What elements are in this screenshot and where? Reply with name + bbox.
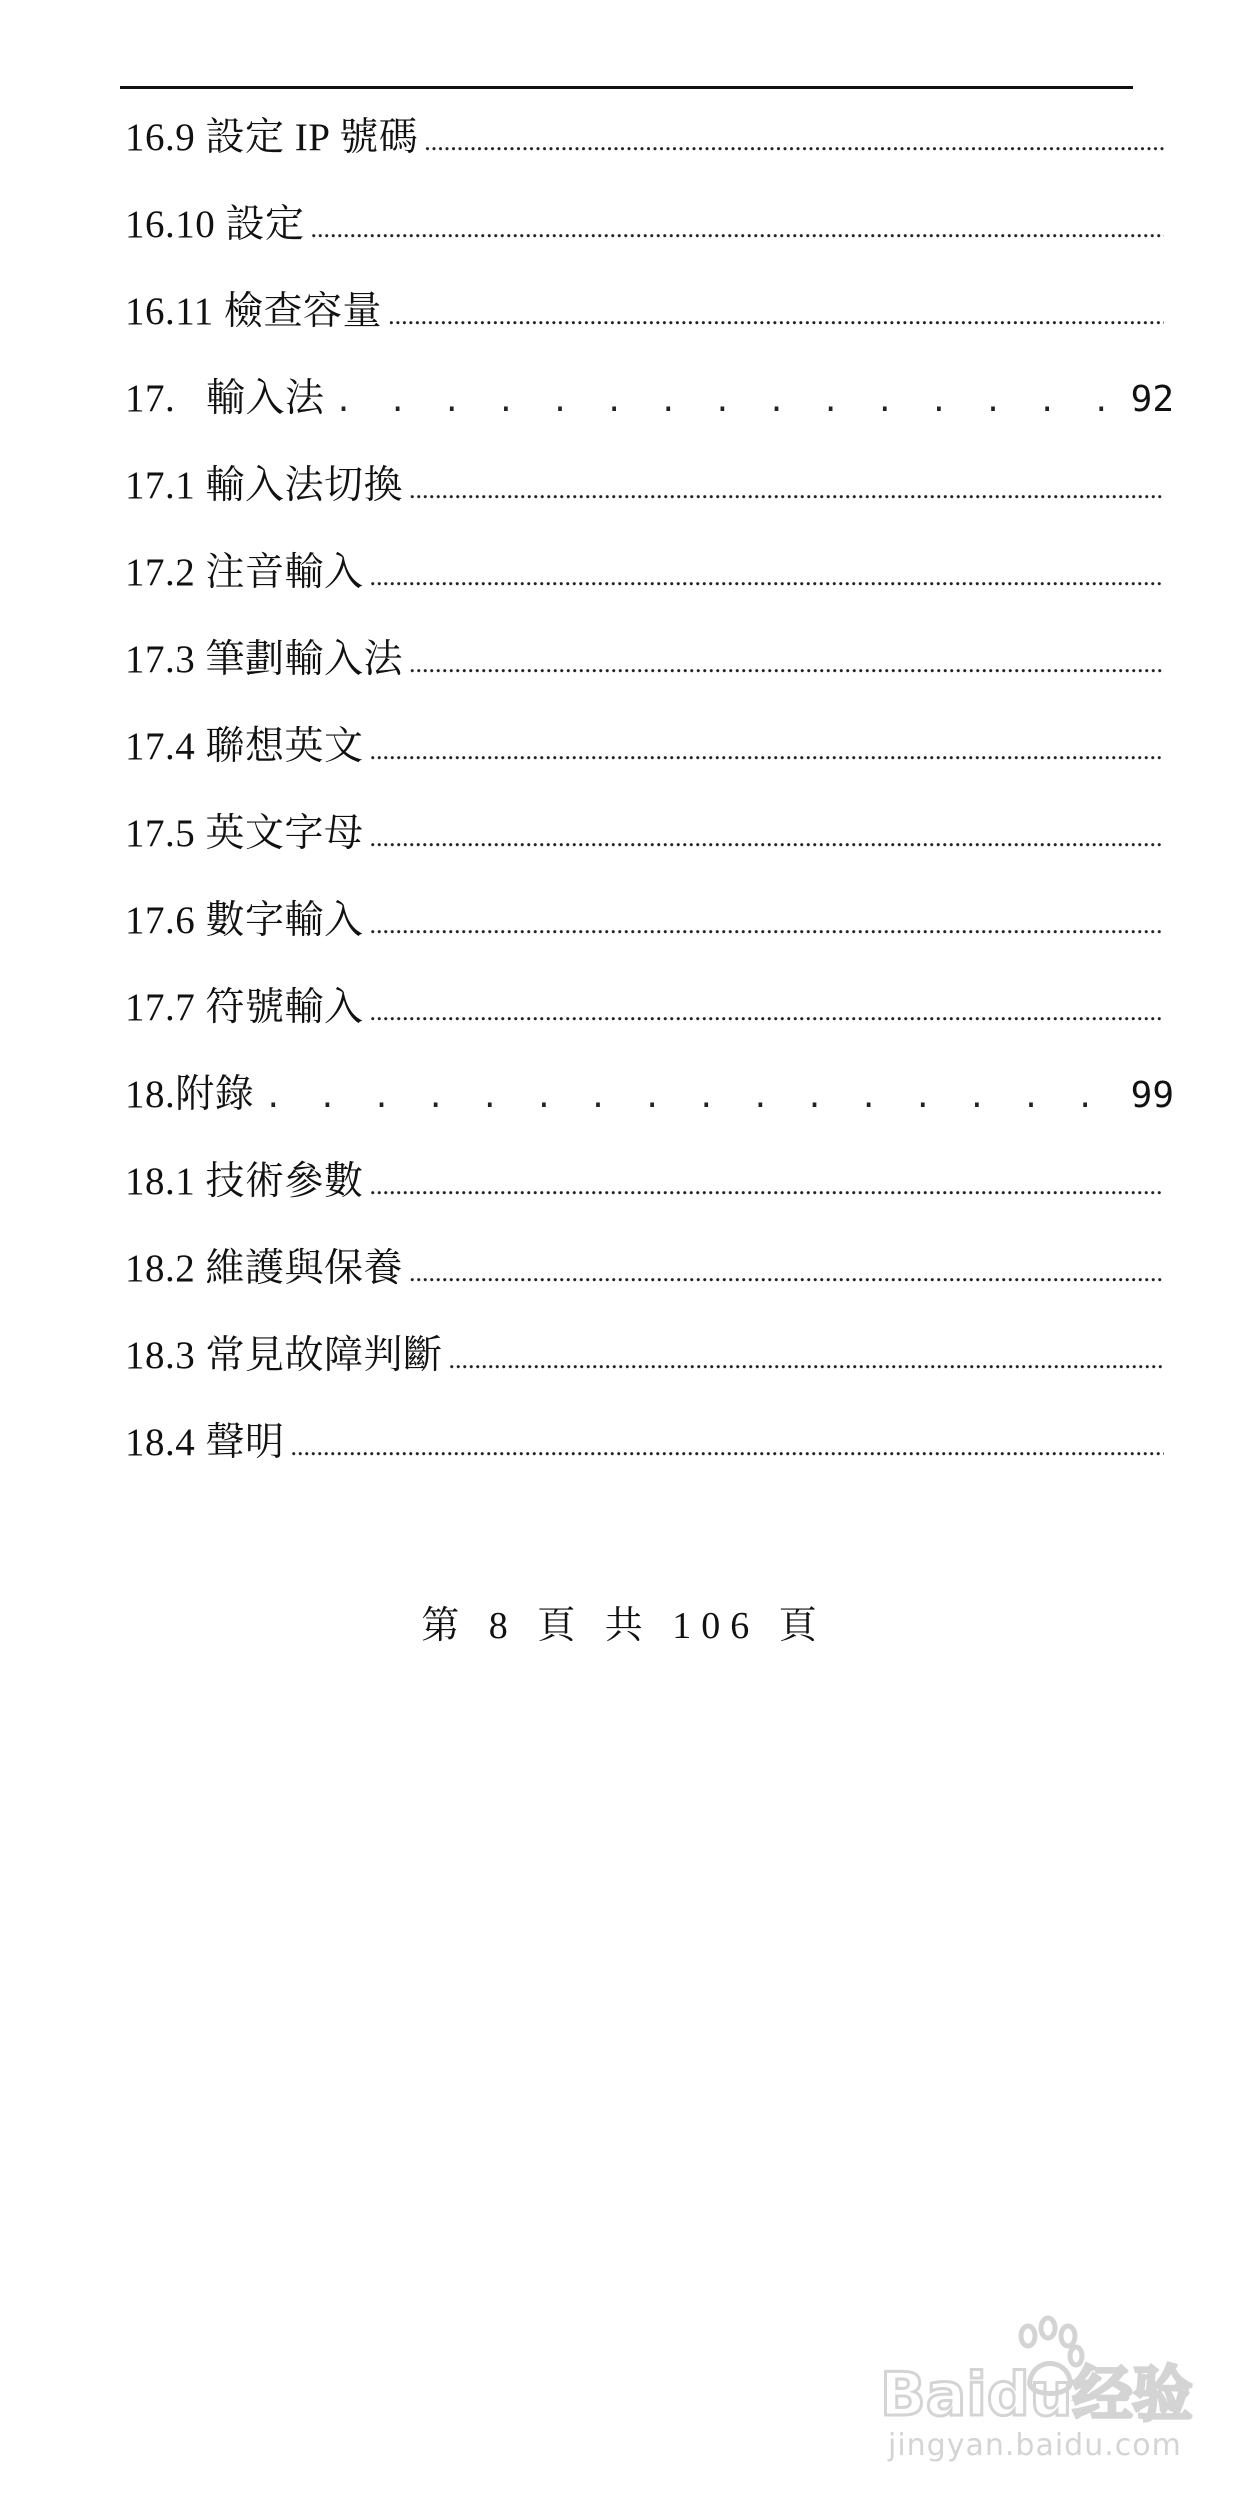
toc-dot-leader	[311, 185, 1164, 272]
toc-entry-label: 17.3 筆劃輸入法	[125, 638, 404, 681]
toc-entry-label: 16.11 檢查容量	[125, 290, 383, 333]
toc-dot-leader	[291, 1403, 1164, 1490]
toc-dot-leader	[264, 1054, 1120, 1141]
toc-entry-label: 17.1 輸入法切換	[125, 464, 404, 507]
toc-dot-leader	[370, 968, 1164, 1055]
toc-entry-label: 16.9 設定 IP 號碼	[125, 116, 419, 159]
toc-entry-16-9	[125, 94, 1180, 181]
toc-entry-17	[125, 355, 1180, 442]
toc-entry-18	[125, 1051, 1180, 1138]
toc-entry-label: 17.5 英文字母	[125, 812, 364, 855]
toc-entry-label: 18.2 維護與保養	[125, 1247, 404, 1290]
toc-entry-18-3	[125, 1312, 1180, 1399]
toc-dot-leader	[424, 98, 1164, 185]
toc-dot-leader	[370, 794, 1164, 881]
toc-entry-17-6	[125, 877, 1180, 964]
toc-entry-label: 17.7 符號輸入	[125, 986, 364, 1029]
toc-entry-17-3	[125, 616, 1180, 703]
toc-entry-18-1	[125, 1138, 1180, 1225]
toc-dot-leader	[370, 707, 1164, 794]
header-rule	[120, 86, 1133, 89]
toc-page-number: 99	[1130, 1075, 1174, 1116]
toc-dot-leader	[409, 446, 1164, 533]
toc-entry-17-7	[125, 964, 1180, 1051]
toc-entry-17-2	[125, 529, 1180, 616]
toc-entry-17-5	[125, 790, 1180, 877]
toc-entry-18-2	[125, 1225, 1180, 1312]
toc-entry-label: 17.2 注音輸入	[125, 551, 364, 594]
toc-dot-leader	[409, 1229, 1164, 1316]
toc-dot-leader	[409, 620, 1164, 707]
toc-entry-label: 16.10 設定	[125, 203, 305, 246]
watermark-url: jingyan.baidu.com	[888, 2428, 1182, 2463]
toc-entry-label: 17. 輸入法	[125, 377, 325, 420]
page-footer: 第 8 頁 共 106 頁	[421, 1605, 827, 1647]
toc-entry-17-1	[125, 442, 1180, 529]
baidu-logo-icon	[880, 2310, 1210, 2430]
toc-entry-16-11	[125, 268, 1180, 355]
toc-entry-label: 17.4 聯想英文	[125, 725, 364, 768]
toc-dot-leader	[370, 1142, 1164, 1229]
toc-dot-leader	[370, 533, 1164, 620]
toc-dot-leader	[370, 881, 1164, 968]
toc-entry-label: 17.6 數字輸入	[125, 899, 364, 942]
toc-entry-label: 18.附錄	[125, 1073, 255, 1116]
toc-entry-17-4	[125, 703, 1180, 790]
toc-dot-leader	[449, 1316, 1164, 1403]
toc-entry-16-10	[125, 181, 1180, 268]
watermark-logo-text: Baidu经验	[880, 2360, 1193, 2430]
toc-dot-leader	[335, 358, 1121, 445]
toc-page-number: 92	[1130, 379, 1174, 420]
table-of-contents	[125, 94, 1180, 1486]
toc-entry-18-4	[125, 1399, 1180, 1486]
toc-dot-leader	[388, 272, 1164, 359]
toc-entry-label: 18.1 技術參數	[125, 1160, 364, 1203]
baidu-jingyan-watermark	[880, 2310, 1210, 2480]
toc-entry-label: 18.3 常見故障判斷	[125, 1334, 443, 1377]
toc-entry-label: 18.4 聲明	[125, 1421, 285, 1464]
